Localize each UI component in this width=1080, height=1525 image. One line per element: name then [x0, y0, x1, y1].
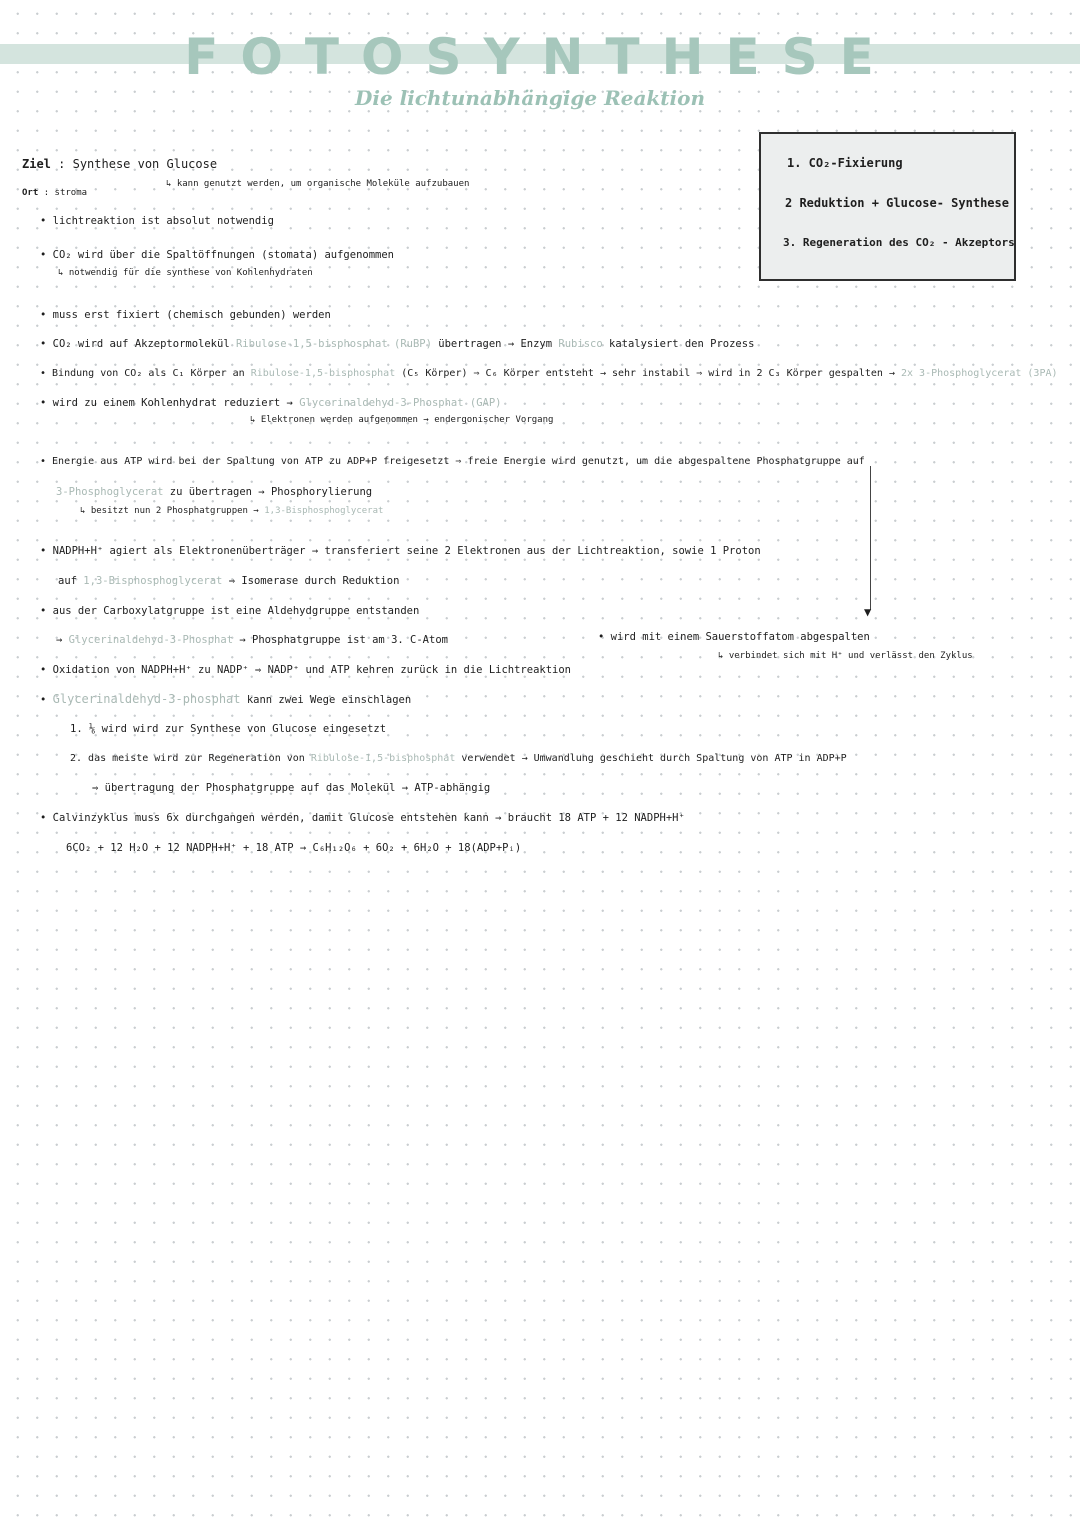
l4-part-a: • CO₂ wird auf Akzeptormolekül — [40, 338, 230, 350]
ziel-label: Ziel — [22, 157, 51, 171]
page-subtitle: Die lichtunabhängige Reaktion — [355, 86, 705, 110]
note-line-6 — [40, 396, 502, 410]
l8-part-b: zu übertragen → Phosphorylierung — [169, 486, 373, 498]
l6-gap: Glycerinaldehyd-3-Phosphat (GAP) — [299, 397, 502, 409]
note-line-12 — [56, 633, 448, 647]
l4-rubp: Ribulose-1,5-bisphosphat (RuBP) — [235, 338, 432, 350]
note-line-15: 1. ⅙ wird wird zur Synthese von Glucose eingesetzt — [70, 723, 387, 735]
note-line-2: • CO₂ wird über die Spaltöffnungen (stomata) aufgenommen — [40, 249, 395, 261]
note-line-8 — [56, 485, 372, 499]
l12-arrow: → — [56, 634, 63, 646]
l10-part-c: ⇒ Isomerase durch Reduktion — [228, 575, 400, 587]
note-line-16 — [70, 752, 847, 766]
l14-bullet: • — [40, 694, 47, 706]
l8-sub-bpg: 1,3-Bisphosphoglycerat — [264, 506, 384, 516]
l4-part-c: übertragen → Enzym — [438, 338, 553, 350]
l5-rubp: Ribulose-1,5-bisphosphat — [250, 368, 396, 379]
l8-sub-a: ↳ besitzt nun 2 Phosphatgruppen → — [80, 506, 259, 516]
l16-rubp: Ribulose-1,5-bisphosphat — [310, 753, 456, 764]
summary-item-3: 3. Regeneration des CO₂ - Akzeptors — [783, 236, 1015, 249]
note-line-18: • Calvinzyklus muss 6x durchgangen werden, damit Glucose entstehen kann → braucht 18 ATP + 12 NADPH+H⁺ — [40, 812, 685, 824]
l8-3pg: 3-Phosphoglycerat — [56, 486, 164, 498]
note-line-17: ⇒ übertragung der Phosphatgruppe auf das Molekül → ATP-abhängig — [92, 782, 491, 794]
l4-part-e: katalysiert den Prozess — [609, 338, 755, 350]
l10-part-a: auf — [58, 575, 77, 587]
ort-line — [22, 186, 87, 200]
ziel-line — [22, 157, 217, 171]
note-line-8-sub — [80, 504, 383, 518]
l5-3pg: 2x 3-Phosphoglycerat (3PA) — [900, 368, 1058, 379]
l5-part-a: • Bindung von CO₂ als C₁ Körper an — [40, 368, 245, 379]
l16-part-c: verwendet → Umwandlung geschieht durch Spaltung von ATP in ADP+P — [461, 753, 847, 764]
ziel-sub: ↳ kann genutzt werden, um organische Moleküle aufzubauen — [166, 179, 470, 189]
note-line-4 — [40, 337, 754, 351]
down-arrow-icon: ▼ — [864, 605, 872, 619]
note-line-11: • aus der Carboxylatgruppe ist eine Aldehydgruppe entstanden — [40, 605, 420, 617]
l5-part-c: (C₅ Körper) ⇒ C₆ Körper entsteht → sehr instabil ⇒ wird in 2 C₃ Körper gespalten → — [401, 368, 895, 379]
l16-part-a: 2. das meiste wird zur Regeneration von — [70, 753, 305, 764]
note-right-12-sub: ↳ verbindet sich mit H⁺ und verlässt den Zyklus — [718, 651, 973, 661]
l6-part-a: • wird zu einem Kohlenhydrat reduziert → — [40, 397, 293, 409]
summary-box — [759, 132, 1016, 281]
note-line-7: • Energie aus ATP wird bei der Spaltung von ATP zu ADP+P freigesetzt ⇒ freie Energie wird genutzt, um die abgespaltene Phosphatgruppe auf — [40, 456, 865, 467]
ziel-text: : Synthese von Glucose — [58, 157, 218, 171]
note-line-10 — [58, 574, 399, 588]
note-line-6-sub: ↳ Elektronen werden aufgenommen → endergonischer Vorgang — [250, 415, 554, 425]
ort-text: : stroma — [43, 188, 88, 198]
l10-bpg: 1,3-Bisphosphoglycerat — [83, 575, 223, 587]
l14-part-c: kann zwei Wege einschlagen — [246, 694, 412, 706]
ort-label: Ort — [22, 188, 39, 198]
note-line-13: • Oxidation von NADPH+H⁺ zu NADP⁺ ⇒ NADP⁺ und ATP kehren zurück in die Lichtreaktion — [40, 664, 572, 676]
down-arrow-line — [870, 466, 871, 610]
l12-gap: Glycerinaldehyd-3-Phosphat — [68, 634, 234, 646]
summary-item-1: 1. CO₂-Fixierung — [787, 156, 903, 170]
note-line-3: • muss erst fixiert (chemisch gebunden) werden — [40, 309, 331, 321]
note-line-2-sub: ↳ notwendig für die synthese von Kohlenhydraten — [58, 268, 313, 278]
l12-part-c: → Phosphatgruppe ist am 3. C-Atom — [239, 634, 448, 646]
note-line-1: • lichtreaktion ist absolut notwendig — [40, 215, 274, 227]
note-right-12: • wird mit einem Sauerstoffatom abgespalten — [598, 631, 870, 643]
note-line-5 — [40, 367, 1058, 381]
l4-rubisco: Rubisco — [558, 338, 603, 350]
note-line-9: • NADPH+H⁺ agiert als Elektronenüberträger → transferiert seine 2 Elektronen aus der Lichtreaktion, sowie 1 Proton — [40, 545, 761, 557]
equation-line: 6CO₂ + 12 H₂O + 12 NADPH+H⁺ + 18 ATP → C₆H₁₂O₆ + 6O₂ + 6H₂O + 18(ADP+Pᵢ) — [66, 842, 522, 854]
page-title: FOTOSYNTHESE — [184, 28, 896, 86]
l14-gap: Glycerinaldehyd-3-phosphat — [52, 692, 241, 706]
note-line-14 — [40, 692, 411, 707]
summary-item-2: 2 Reduktion + Glucose- Synthese — [785, 196, 1009, 210]
